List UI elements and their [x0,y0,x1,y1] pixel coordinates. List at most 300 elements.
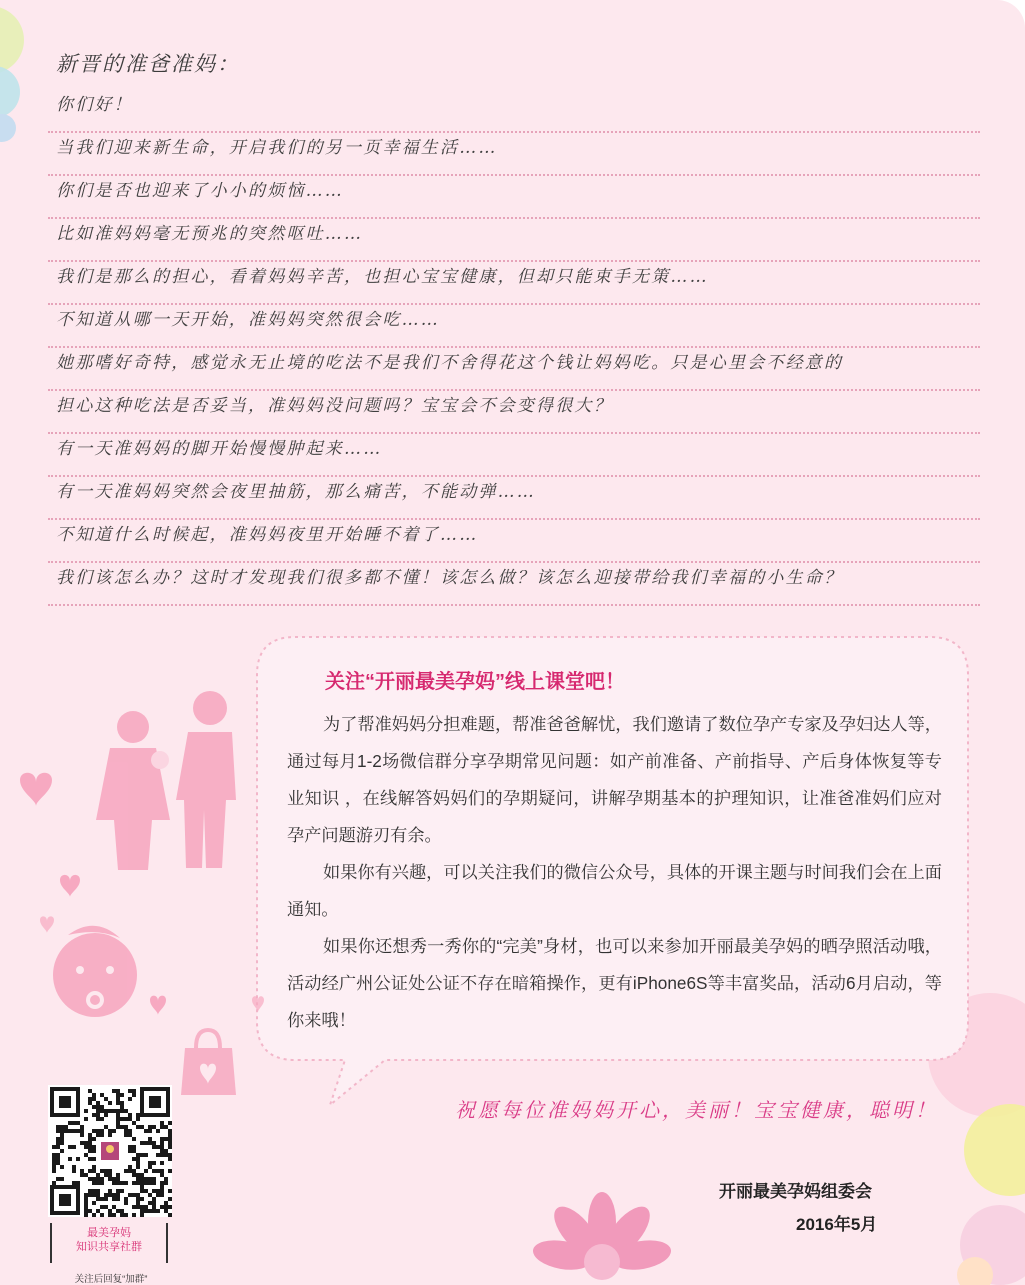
qr-module [164,1205,168,1209]
letter-line: 当我们迎来新生命，开启我们的另一页幸福生活…… [48,133,980,176]
qr-module [52,1157,56,1161]
qr-module [56,1125,60,1129]
qr-module [152,1177,156,1181]
qr-module [64,1129,68,1133]
qr-module [168,1121,172,1125]
qr-module [112,1109,116,1113]
qr-module [100,1093,104,1097]
qr-module [100,1197,104,1201]
qr-module [156,1209,160,1213]
qr-module [116,1097,120,1101]
qr-module [88,1089,92,1093]
qr-module [108,1213,112,1217]
qr-module [168,1153,172,1157]
qr-module [92,1113,96,1117]
qr-module [84,1193,88,1197]
qr-module [92,1177,96,1181]
qr-module [108,1109,112,1113]
qr-module [148,1201,152,1205]
qr-module [112,1197,116,1201]
qr-module [100,1129,104,1133]
qr-module [76,1121,80,1125]
qr-module [164,1209,168,1213]
qr-module [56,1145,60,1149]
qr-module [96,1101,100,1105]
qr-module [68,1157,72,1161]
qr-module [152,1209,156,1213]
qr-module [116,1193,120,1197]
qr-module [160,1121,164,1125]
qr-module [132,1173,136,1177]
qr-module [60,1177,64,1181]
qr-module [76,1157,80,1161]
closing-wish: 祝愿每位准妈妈开心，美丽！宝宝健康，聪明！ [455,1098,938,1122]
qr-module [68,1129,72,1133]
qr-module [152,1181,156,1185]
qr-module [144,1181,148,1185]
qr-module [144,1205,148,1209]
qr-module [108,1129,112,1133]
qr-module [60,1129,64,1133]
qr-module [148,1209,152,1213]
qr-module [128,1169,132,1173]
qr-module [92,1165,96,1169]
qr-module [112,1089,116,1093]
qr-module [152,1205,156,1209]
qr-module [104,1125,108,1129]
qr-module [120,1213,124,1217]
qr-module [128,1129,132,1133]
qr-module [160,1149,164,1153]
qr-module [116,1181,120,1185]
qr-module [92,1097,96,1101]
qr-module [116,1121,120,1125]
qr-module [92,1169,96,1173]
qr-caption-line: 最美孕妈 [87,1227,131,1239]
qr-module [164,1137,168,1141]
bubble-paragraph: 如果你还想秀一秀你的“完美”身材，也可以来参加开丽最美孕妈的晒孕照活动哦，活动经广州公证处公证不存在暗箱操作，更有iPhone6S等丰富奖品，活动6月启动，等你来哦！ [287,936,942,1030]
qr-note: 关注后回复“加群” [74,1274,148,1285]
qr-module [128,1097,132,1101]
qr-module [136,1193,140,1197]
qr-module [84,1153,88,1157]
qr-module [156,1145,160,1149]
qr-module [96,1173,100,1177]
qr-caption-line: 知识共享社群 [76,1241,142,1253]
qr-module [164,1149,168,1153]
qr-module [60,1137,64,1141]
qr-module [132,1193,136,1197]
qr-module [148,1141,152,1145]
qr-module [168,1189,172,1193]
qr-module [124,1169,128,1173]
qr-module [140,1153,144,1157]
qr-module [156,1129,160,1133]
qr-module [84,1109,88,1113]
qr-module [160,1145,164,1149]
qr-module [128,1117,132,1121]
letter-line: 比如准妈妈毫无预兆的突然呕吐…… [48,219,980,262]
qr-module [160,1161,164,1165]
qr-module [168,1137,172,1141]
qr-module [108,1173,112,1177]
qr-module [104,1169,108,1173]
qr-module [136,1113,140,1117]
qr-module [104,1109,108,1113]
qr-module [72,1129,76,1133]
qr-module [128,1145,132,1149]
qr-module [136,1173,140,1177]
qr-module [160,1193,164,1197]
qr-module [148,1161,152,1165]
qr-module [124,1133,128,1137]
qr-module [88,1149,92,1153]
qr-module [152,1197,156,1201]
qr-module [92,1213,96,1217]
qr-module [52,1165,56,1169]
qr-module [116,1093,120,1097]
qr-module [92,1201,96,1205]
qr-module [92,1189,96,1193]
qr-module [96,1113,100,1117]
qr-module [100,1177,104,1181]
qr-module [140,1213,144,1217]
qr-module [96,1133,100,1137]
qr-module [148,1177,152,1181]
qr-module [92,1149,96,1153]
qr-module [116,1197,120,1201]
qr-module [72,1181,76,1185]
bubble-body [287,706,942,1039]
letter-line: 你们好！ [48,90,980,133]
qr-module [128,1165,132,1169]
qr-module [112,1205,116,1209]
qr-module [60,1149,64,1153]
qr-module [96,1197,100,1201]
qr-module [56,1137,60,1141]
qr-module [168,1197,172,1201]
qr-module [100,1117,104,1121]
qr-module [136,1117,140,1121]
qr-module [152,1189,156,1193]
qr-module [160,1185,164,1189]
qr-module [88,1137,92,1141]
qr-module [160,1137,164,1141]
qr-module [160,1125,164,1129]
qr-module [108,1193,112,1197]
qr-module [136,1157,140,1161]
letter-line: 你们是否也迎来了小小的烦恼…… [48,176,980,219]
qr-module [56,1177,60,1181]
qr-module [104,1173,108,1177]
qr-module [88,1133,92,1137]
qr-module [124,1201,128,1205]
qr-module [108,1189,112,1193]
qr-module [120,1209,124,1213]
qr-module [120,1109,124,1113]
qr-module [104,1197,108,1201]
qr-module [136,1165,140,1169]
qr-module [132,1169,136,1173]
qr-module [104,1097,108,1101]
qr-module [68,1145,72,1149]
qr-module [100,1133,104,1137]
qr-module [120,1181,124,1185]
qr-module [56,1157,60,1161]
qr-module [128,1113,132,1117]
qr-module [92,1105,96,1109]
qr-module [100,1109,104,1113]
qr-module [88,1141,92,1145]
qr-module [116,1109,120,1113]
qr-module [132,1137,136,1141]
qr-module [120,1125,124,1129]
qr-module [52,1181,56,1185]
qr-module [140,1141,144,1145]
qr-module [100,1213,104,1217]
qr-module [96,1117,100,1121]
qr-module [84,1197,88,1201]
qr-module [80,1133,84,1137]
qr-module [72,1121,76,1125]
qr-module [168,1213,172,1217]
qr-module [136,1153,140,1157]
qr-module [124,1129,128,1133]
qr-module [124,1125,128,1129]
qr-module [60,1165,64,1169]
letter-line: 担心这种吃法是否妥当，准妈妈没问题吗？宝宝会不会变得很大？ [48,391,980,434]
qr-module [140,1125,144,1129]
qr-module [60,1133,64,1137]
qr-module [148,1125,152,1129]
letter-line: 有一天准妈妈的脚开始慢慢肿起来…… [48,434,980,477]
qr-module [116,1117,120,1121]
qr-module [124,1117,128,1121]
qr-module [164,1153,168,1157]
qr-module [92,1093,96,1097]
qr-module [132,1181,136,1185]
qr-module [136,1181,140,1185]
qr-module [120,1189,124,1193]
qr-module [128,1089,132,1093]
qr-module [112,1213,116,1217]
letter-line: 不知道从哪一天开始，准妈妈突然很会吃…… [48,305,980,348]
qr-module [120,1093,124,1097]
qr-module [92,1157,96,1161]
qr-module [104,1113,108,1117]
letter-line: 我们是那么的担心，看着妈妈辛苦，也担心宝宝健康，但却只能束手无策…… [48,262,980,305]
qr-module [152,1161,156,1165]
qr-module [88,1209,92,1213]
qr-module [56,1129,60,1133]
qr-module [168,1157,172,1161]
qr-module [112,1193,116,1197]
qr-module [92,1193,96,1197]
signature-organization: 开丽最美孕妈组委会 [719,1182,872,1201]
qr-module [164,1201,168,1205]
qr-module [116,1209,120,1213]
qr-module [116,1089,120,1093]
qr-module [168,1169,172,1173]
qr-module [72,1169,76,1173]
qr-module [80,1169,84,1173]
qr-module [156,1189,160,1193]
qr-module [144,1153,148,1157]
qr-module [160,1205,164,1209]
qr-module [124,1109,128,1113]
qr-module [136,1205,140,1209]
qr-module [140,1181,144,1185]
qr-module [164,1177,168,1181]
qr-module [152,1201,156,1205]
qr-module [132,1093,136,1097]
qr-module [116,1125,120,1129]
letter-line: 有一天准妈妈突然会夜里抽筋，那么痛苦，不能动弹…… [48,477,980,520]
qr-module [56,1153,60,1157]
letter-line: 我们该怎么办？这时才发现我们很多都不懂！该怎么做？该怎么迎接带给我们幸福的小生命？ [48,563,980,606]
qr-module [132,1157,136,1161]
qr-module [68,1121,72,1125]
qr-module [60,1141,64,1145]
letter-line: 不知道什么时候起，准妈妈夜里开始睡不着了…… [48,520,980,563]
qr-module [132,1145,136,1149]
qr-module [80,1125,84,1129]
qr-module [148,1129,152,1133]
qr-module [120,1105,124,1109]
qr-module [128,1193,132,1197]
qr-module [116,1101,120,1105]
qr-module [132,1205,136,1209]
qr-module [160,1169,164,1173]
qr-module [148,1165,152,1169]
qr-module [156,1169,160,1173]
qr-module [168,1133,172,1137]
qr-module [124,1213,128,1217]
qr-module [112,1181,116,1185]
qr-module [116,1113,120,1117]
qr-module [80,1173,84,1177]
qr-module [88,1157,92,1161]
qr-module [100,1169,104,1173]
qr-module [92,1137,96,1141]
letter-greeting: 新晋的准爸准妈： [56,52,240,76]
qr-module [88,1145,92,1149]
qr-module [128,1133,132,1137]
qr-module [96,1193,100,1197]
qr-module [156,1153,160,1157]
qr-module [60,1125,64,1129]
qr-module [132,1149,136,1153]
qr-module [108,1209,112,1213]
letter-line: 她那嗜好奇特，感觉永无止境的吃法不是我们不舍得花这个钱让妈妈吃。只是心里会不经意的 [48,348,980,391]
qr-module [140,1197,144,1201]
qr-caption [50,1223,168,1263]
qr-module [136,1197,140,1201]
qr-module [144,1141,148,1145]
qr-module [108,1177,112,1181]
qr-module [100,1181,104,1185]
qr-module [84,1145,88,1149]
bubble-paragraph: 如果你有兴趣，可以关注我们的微信公众号，具体的开课主题与时间我们会在上面通知。 [287,862,942,919]
qr-module [72,1145,76,1149]
qr-module [88,1097,92,1101]
qr-module [108,1133,112,1137]
qr-module [84,1209,88,1213]
qr-module [168,1129,172,1133]
qr-module [92,1145,96,1149]
qr-module [152,1169,156,1173]
qr-module [76,1181,80,1185]
qr-module [96,1129,100,1133]
qr-module [56,1161,60,1165]
qr-module [104,1193,108,1197]
qr-module [160,1173,164,1177]
qr-module [140,1177,144,1181]
qr-module [152,1125,156,1129]
qr-module [136,1161,140,1165]
qr-module [52,1161,56,1165]
qr-module [152,1145,156,1149]
qr-module [88,1169,92,1173]
qr-module [112,1129,116,1133]
qr-module [136,1177,140,1181]
qr-module [144,1177,148,1181]
qr-module [160,1181,164,1185]
qr-module [136,1201,140,1205]
qr-module [132,1089,136,1093]
qr-module [84,1201,88,1205]
qr-module [80,1129,84,1133]
qr-module [140,1209,144,1213]
qr-module [96,1189,100,1193]
qr-module [100,1205,104,1209]
qr-module [84,1205,88,1209]
qr-module [160,1189,164,1193]
signature-date: 2016年5月 [796,1215,878,1234]
qr-module [88,1193,92,1197]
qr-module [168,1141,172,1145]
qr-module [144,1189,148,1193]
qr-module [96,1181,100,1185]
qr-module [124,1181,128,1185]
qr-module [148,1181,152,1185]
qr-module [164,1181,168,1185]
qr-module [124,1197,128,1201]
qr-module [76,1129,80,1133]
qr-module [152,1141,156,1145]
qr-module [140,1205,144,1209]
qr-module [116,1189,120,1193]
qr-module [56,1141,60,1145]
qr-module [116,1177,120,1181]
qr-module [84,1213,88,1217]
qr-module [104,1205,108,1209]
qr-module [120,1117,124,1121]
qr-module [144,1129,148,1133]
qr-module [120,1101,124,1105]
qr-module [52,1145,56,1149]
qr-module [128,1149,132,1153]
qr-module [140,1185,144,1189]
qr-module [88,1177,92,1181]
qr-module [168,1145,172,1149]
qr-module [144,1169,148,1173]
qr-code[interactable] [48,1085,172,1217]
qr-module [160,1153,164,1157]
qr-module [92,1129,96,1133]
qr-module [92,1181,96,1185]
qr-module [140,1173,144,1177]
